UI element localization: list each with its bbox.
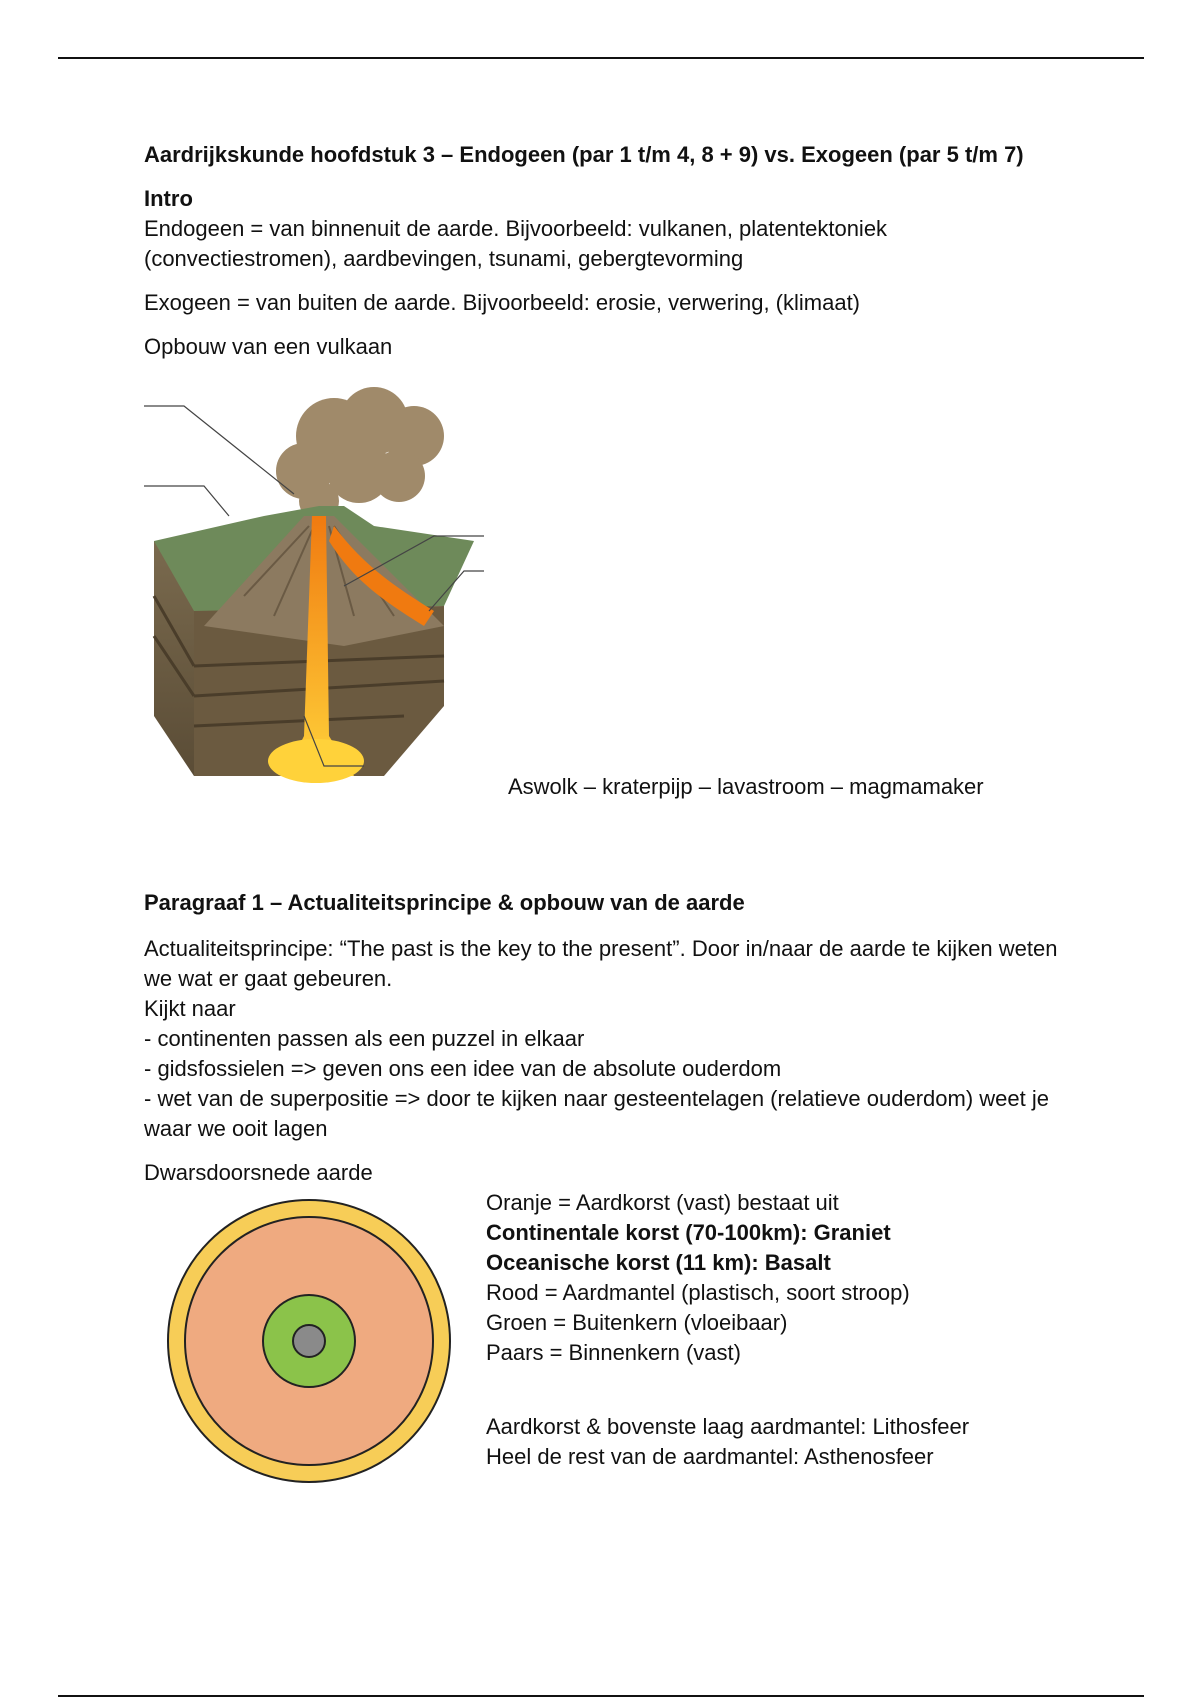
endogeen-text: Endogeen = van binnenuit de aarde. Bijvoorbeeld: vulkanen, platentektoniek (convectiestromen), aardbevingen, tsunami, gebergtevorming — [144, 216, 888, 271]
actualiteit-text: Actualiteitsprincipe: “The past is the key to the present”. Door in/naar de aarde te kijken weten we wat er gaat gebeuren. — [144, 936, 1058, 991]
bullet-item: - wet van de superpositie => door te kijken naar gesteentelagen (relatieve ouderdom) weet je waar we ooit lagen — [144, 1086, 1049, 1141]
bullet-item: - continenten passen als een puzzel in elkaar — [144, 1026, 585, 1051]
top-rule — [58, 57, 1144, 59]
exogeen-text: Exogeen = van buiten de aarde. Bijvoorbeeld: erosie, verwering, (klimaat) — [144, 290, 861, 315]
earth-cross-section — [144, 1188, 1074, 1508]
volcano-caption: Aswolk – kraterpijp – lavastroom – magmamaker — [508, 774, 984, 799]
sphere-line: Heel de rest van de aardmantel: Asthenosfeer — [486, 1444, 934, 1469]
bottom-rule — [58, 1695, 1144, 1697]
ash-cloud — [276, 387, 444, 521]
volcano-figure — [144, 376, 1074, 836]
layer-line: Continentale korst (70-100km): Graniet — [486, 1220, 891, 1245]
layer-line: Rood = Aardmantel (plastisch, soort stroop) — [486, 1280, 910, 1305]
layer-line: Oranje = Aardkorst (vast) bestaat uit — [486, 1190, 839, 1215]
layer-line: Paars = Binnenkern (vast) — [486, 1340, 741, 1365]
layer-line: Oceanische korst (11 km): Basalt — [486, 1250, 831, 1275]
paragraph1-heading: Paragraaf 1 – Actualiteitsprincipe & opbouw van de aarde — [144, 890, 745, 915]
inner-core-layer — [293, 1325, 325, 1357]
sphere-line: Aardkorst & bovenste laag aardmantel: Lithosfeer — [486, 1414, 970, 1439]
volcano-heading: Opbouw van een vulkaan — [144, 334, 393, 359]
document-title: Aardrijkskunde hoofdstuk 3 – Endogeen (par 1 t/m 4, 8 + 9) vs. Exogeen (par 5 t/m 7) — [144, 142, 1024, 167]
document-page — [144, 140, 1074, 1508]
layer-legend — [486, 1188, 1076, 1472]
cross-section-heading: Dwarsdoorsnede aarde — [144, 1160, 373, 1185]
earth-diagram — [164, 1196, 454, 1486]
volcano-illustration — [144, 376, 504, 806]
bullet-item: - gidsfossielen => geven ons een idee van de absolute ouderdom — [144, 1056, 782, 1081]
layer-line: Groen = Buitenkern (vloeibaar) — [486, 1310, 788, 1335]
intro-heading: Intro — [144, 186, 193, 211]
kijkt-naar-text: Kijkt naar — [144, 996, 236, 1021]
